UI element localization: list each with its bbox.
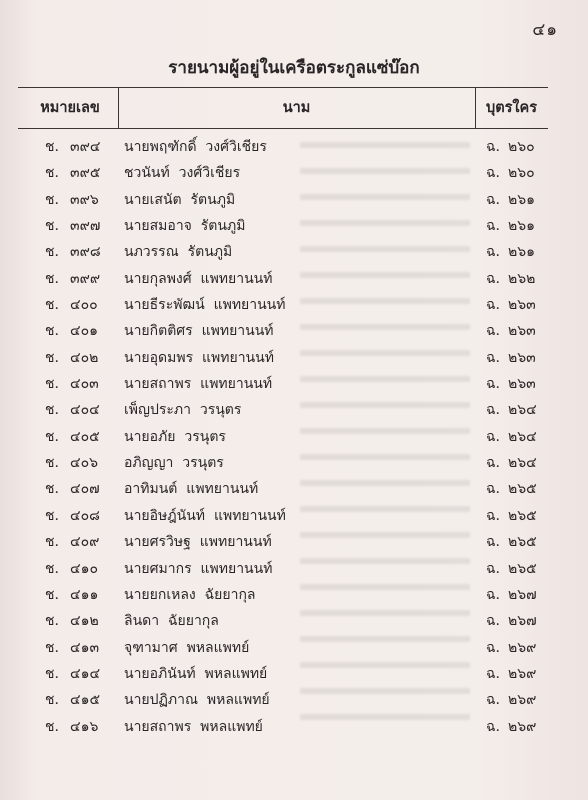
row-name: นายเสนัต รัตนภูมิ: [124, 191, 236, 208]
row-number: ๔๑๕: [70, 692, 101, 709]
row-name: นายปฏิภาณ พหลแพทย์: [124, 692, 270, 709]
row-prefix: ช.: [45, 586, 59, 603]
row-number: ๓๙๔: [70, 139, 101, 155]
row-prefix: ช.: [45, 613, 59, 630]
table-row: [0, 608, 588, 634]
row-family-prefix: ฉ.: [486, 613, 500, 630]
row-family-prefix: ฉ.: [486, 218, 500, 235]
row-prefix: ช.: [45, 718, 59, 735]
row-name: นายอุดมพร แพทยานนท์: [124, 349, 274, 366]
row-family-number: ๒๖๔: [508, 402, 537, 419]
row-family-prefix: ฉ.: [486, 402, 500, 419]
row-name: นายศมากร แพทยานนท์: [124, 560, 273, 577]
table-row: [0, 160, 588, 186]
row-family-number: ๒๖๓: [508, 323, 536, 340]
table-row: [0, 318, 588, 344]
table-row: [0, 345, 588, 371]
row-family-number: ๒๖๗: [508, 613, 537, 630]
row-number: ๔๑๐: [70, 560, 99, 577]
row-prefix: ช.: [45, 297, 59, 314]
row-number: ๔๑๒: [70, 613, 99, 630]
row-prefix: ช.: [45, 244, 59, 261]
row-number: ๓๙๖: [70, 191, 99, 208]
row-family-number: ๒๖๕: [508, 534, 537, 551]
row-number: ๔๐๑: [70, 323, 99, 340]
table-row: [0, 556, 588, 582]
table-row: [0, 266, 588, 292]
row-number: ๓๙๙: [70, 270, 101, 287]
row-number: ๔๐๗: [70, 481, 100, 498]
row-family-prefix: ฉ.: [486, 455, 500, 472]
row-name: นายกุลพงศ์ แพทยานนท์: [124, 270, 273, 287]
row-name: นายอภินันท์ พหลแพทย์: [124, 665, 268, 682]
row-family-number: ๒๖๙: [508, 665, 537, 682]
row-family-number: ๒๖๕: [508, 507, 537, 524]
table-row: [0, 187, 588, 213]
row-number: ๔๑๓: [70, 639, 100, 656]
row-prefix: ช.: [45, 639, 59, 656]
row-number: ๓๙๗: [70, 218, 101, 235]
row-number: ๔๐๐: [70, 297, 98, 314]
row-family-prefix: ฉ.: [486, 560, 500, 577]
page-number: ๔๑: [532, 20, 558, 40]
row-family-number: ๒๖๔: [508, 428, 537, 445]
row-name: นายธีระพัฒน์ แพทยานนท์: [124, 297, 286, 314]
row-name: อาทิมนต์ แพทยานนท์: [124, 481, 259, 498]
row-number: ๔๑๖: [70, 718, 99, 735]
table-row: [0, 239, 588, 265]
row-prefix: ช.: [45, 376, 59, 393]
row-prefix: ช.: [45, 560, 59, 577]
row-family-prefix: ฉ.: [486, 586, 500, 603]
row-prefix: ช.: [45, 218, 59, 235]
row-family-number: ๒๖๑: [508, 244, 536, 261]
row-name: จุฑามาศ พหลแพทย์: [124, 639, 250, 656]
row-number: ๔๑๔: [70, 665, 101, 682]
row-prefix: ช.: [45, 481, 59, 498]
row-name: นายกิตติศร แพทยานนท์: [124, 323, 274, 340]
row-family-number: ๒๖๑: [508, 218, 536, 235]
row-number: ๔๑๑: [70, 586, 99, 603]
row-prefix: ช.: [45, 507, 59, 524]
row-family-number: ๒๖๕: [508, 560, 537, 577]
header-bottom-rule: [18, 128, 548, 129]
table-row: [0, 582, 588, 608]
row-family-prefix: ฉ.: [486, 534, 500, 551]
table-body: [0, 134, 588, 740]
table-row: [0, 503, 588, 529]
row-name: นภวรรณ รัตนภูมิ: [124, 244, 233, 261]
row-family-number: ๒๖๐: [508, 139, 535, 155]
row-prefix: ช.: [45, 139, 59, 155]
row-prefix: ช.: [45, 455, 59, 472]
row-family-prefix: ฉ.: [486, 323, 500, 340]
row-prefix: ช.: [45, 665, 59, 682]
table-row: [0, 661, 588, 687]
row-family-prefix: ฉ.: [486, 270, 500, 287]
row-family-prefix: ฉ.: [486, 639, 500, 656]
row-number: ๔๐๕: [70, 428, 100, 445]
row-name: นายอภัย วรนุตร: [124, 428, 226, 445]
row-prefix: ช.: [45, 402, 59, 419]
row-prefix: ช.: [45, 349, 59, 366]
table-row: [0, 476, 588, 502]
row-number: ๔๐๓: [70, 376, 99, 393]
row-family-prefix: ฉ.: [486, 481, 500, 498]
row-name: นายศรวิษฐ แพทยานนท์: [124, 534, 272, 551]
row-name: นายสถาพร พหลแพทย์: [124, 718, 263, 735]
row-name: ลินดา ฉัยยากุล: [124, 613, 219, 630]
header-name: นาม: [282, 99, 311, 116]
row-number: ๔๐๖: [70, 455, 99, 472]
row-name: นายสมอาจ รัตนภูมิ: [124, 218, 246, 235]
table-top-rule: [18, 87, 548, 88]
table-row: [0, 397, 588, 423]
row-prefix: ช.: [45, 165, 59, 182]
table-row: [0, 134, 588, 160]
row-family-number: ๒๖๒: [508, 270, 536, 287]
row-family-number: ๒๖๓: [508, 349, 536, 366]
row-family-number: ๒๖๓: [508, 376, 536, 393]
row-family-number: ๒๖๙: [508, 639, 537, 656]
row-name: นายพฤฑักดิ์ วงศ์วิเชียร: [124, 139, 267, 155]
row-family-prefix: ฉ.: [486, 665, 500, 682]
row-family-prefix: ฉ.: [486, 139, 500, 155]
table-row: [0, 424, 588, 450]
header-family: บุตรใคร: [486, 99, 537, 116]
row-number: ๓๙๘: [70, 244, 101, 261]
table-row: [0, 714, 588, 740]
row-number: ๔๐๙: [70, 534, 100, 551]
row-prefix: ช.: [45, 428, 59, 445]
row-prefix: ช.: [45, 191, 59, 208]
row-family-prefix: ฉ.: [486, 718, 500, 735]
row-number: ๔๐๒: [70, 349, 99, 366]
row-family-number: ๒๖๑: [508, 191, 536, 208]
table-row: [0, 529, 588, 555]
table-row: [0, 635, 588, 661]
table-row: [0, 450, 588, 476]
row-prefix: ช.: [45, 534, 59, 551]
row-family-prefix: ฉ.: [486, 376, 500, 393]
row-name: อภิญญา วรนุตร: [124, 455, 224, 472]
row-family-number: ๒๖๓: [508, 297, 536, 314]
row-name: เพ็ญประภา วรนุตร: [124, 402, 242, 419]
row-family-number: ๒๖๗: [508, 586, 537, 603]
row-family-prefix: ฉ.: [486, 165, 500, 182]
row-family-prefix: ฉ.: [486, 428, 500, 445]
row-name: ชวนันท์ วงศ์วิเชียร: [124, 165, 241, 182]
row-name: นายอิษฎ์นันท์ แพทยานนท์: [124, 507, 286, 524]
row-family-number: ๒๖๕: [508, 481, 537, 498]
row-family-prefix: ฉ.: [486, 349, 500, 366]
row-family-prefix: ฉ.: [486, 191, 500, 208]
row-family-prefix: ฉ.: [486, 507, 500, 524]
row-family-prefix: ฉ.: [486, 297, 500, 314]
row-name: นายยกเหลง ฉัยยากุล: [124, 586, 256, 603]
row-number: ๓๙๕: [70, 165, 101, 182]
row-prefix: ช.: [45, 692, 59, 709]
row-family-prefix: ฉ.: [486, 244, 500, 261]
row-name: นายสถาพร แพทยานนท์: [124, 376, 273, 393]
row-number: ๔๐๔: [70, 402, 100, 419]
table-row: [0, 213, 588, 239]
row-prefix: ช.: [45, 323, 59, 340]
row-family-number: ๒๖๐: [508, 165, 535, 182]
header-number: หมายเลข: [40, 99, 100, 116]
row-prefix: ช.: [45, 270, 59, 287]
row-number: ๔๐๘: [70, 507, 100, 524]
row-family-number: ๒๖๔: [508, 455, 537, 472]
table-row: [0, 687, 588, 713]
table-row: [0, 371, 588, 397]
page-title: รายนามผู้อยู่ในเครือตระกูลแซ่บ๊อก: [168, 58, 420, 78]
table-row: [0, 292, 588, 318]
row-family-number: ๒๖๙: [508, 692, 537, 709]
row-family-number: ๒๖๙: [508, 718, 537, 735]
row-family-prefix: ฉ.: [486, 692, 500, 709]
